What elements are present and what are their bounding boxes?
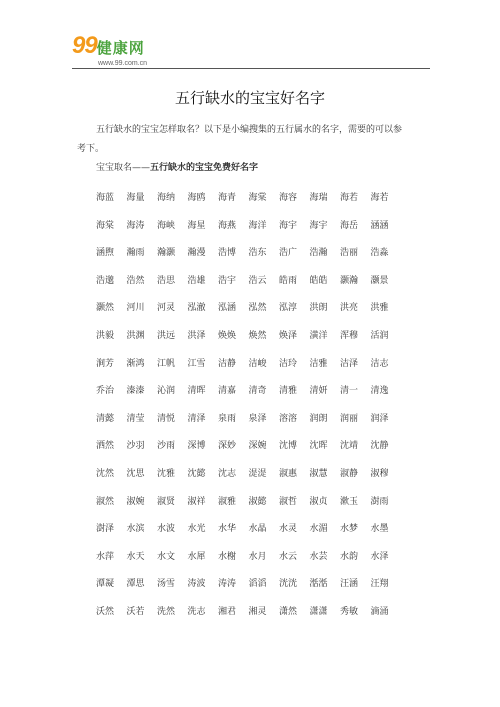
- name-item: 涧芳: [96, 358, 115, 369]
- name-item: 洪远: [157, 330, 176, 341]
- name-item: 活润: [370, 330, 389, 341]
- name-item: 水泽: [370, 551, 389, 562]
- name-item: 泓然: [248, 303, 267, 314]
- name-item: 泓澈: [187, 303, 206, 314]
- name-item: 水华: [218, 524, 237, 535]
- name-item: 清莹: [126, 413, 145, 424]
- name-item: 滴涌: [370, 606, 389, 617]
- name-item: 湘君: [218, 606, 237, 617]
- name-item: 清懿: [96, 413, 115, 424]
- name-item: 浩博: [218, 248, 237, 259]
- name-item: 水云: [279, 551, 298, 562]
- name-item: 水灵: [279, 524, 298, 535]
- name-item: 淑哲: [279, 496, 298, 507]
- name-item: 深婉: [248, 441, 267, 452]
- name-item: 涵煦: [96, 248, 115, 259]
- intro-paragraph: 五行缺水的宝宝怎样取名？以下是小编搜集的五行属水的名字，需要的可以参考下。: [77, 125, 403, 154]
- name-item: 淑婉: [126, 496, 145, 507]
- name-item: 溱溱: [126, 386, 145, 397]
- name-item: 沈雅: [157, 468, 176, 479]
- name-item: 水湄: [309, 524, 328, 535]
- name-item: 洁志: [370, 358, 389, 369]
- name-item: 清晖: [187, 386, 206, 397]
- name-item: 洁玲: [279, 358, 298, 369]
- logo-char-kang: 康: [112, 40, 129, 57]
- name-item: 焕然: [248, 330, 267, 341]
- name-item: 浩淼: [370, 248, 389, 259]
- name-item: 沈思: [126, 468, 145, 479]
- name-item: 皓雨: [279, 275, 298, 286]
- name-item: 汤雪: [157, 579, 176, 590]
- name-item: 淑贤: [157, 496, 176, 507]
- name-item: 涵涵: [370, 220, 389, 231]
- name-item: 沁润: [157, 386, 176, 397]
- name-item: 水天: [126, 551, 145, 562]
- name-item: 澍泽: [96, 524, 115, 535]
- name-item: 潇潇: [309, 606, 328, 617]
- name-item: 水榭: [218, 551, 237, 562]
- name-item: 淑懿: [248, 496, 267, 507]
- name-item: 水滨: [126, 524, 145, 535]
- name-item: 沈志: [218, 468, 237, 479]
- name-item: 深妙: [218, 441, 237, 452]
- name-item: 海若: [370, 193, 389, 203]
- name-item: 淑惠: [279, 468, 298, 479]
- name-item: 海宇: [279, 220, 298, 231]
- name-item: 清悦: [157, 413, 176, 424]
- name-item: 沙羽: [126, 441, 145, 452]
- name-item: 海宇: [309, 220, 328, 231]
- name-item: 沈静: [370, 441, 389, 452]
- name-item: 溶溶: [279, 413, 298, 424]
- name-item: 水月: [248, 551, 267, 562]
- name-item: 江帆: [157, 358, 176, 369]
- name-item: 湉湉: [309, 579, 328, 590]
- name-item: 海量: [126, 193, 145, 203]
- name-item: 海棠: [248, 193, 267, 203]
- name-item: 水芸: [309, 551, 328, 562]
- name-item: 海星: [187, 220, 206, 231]
- name-item: 海瑞: [309, 193, 328, 203]
- name-item: 淑祥: [187, 496, 206, 507]
- name-item: 灏景: [370, 275, 389, 286]
- name-item: 浩雄: [187, 275, 206, 286]
- name-item: 海纳: [157, 193, 176, 203]
- name-item: 润泽: [370, 413, 389, 424]
- page-title: 五行缺水的宝宝好名字: [174, 89, 325, 107]
- name-item: 海青: [218, 193, 237, 203]
- name-item: 洒然: [96, 441, 115, 452]
- name-item: 洪朗: [309, 303, 328, 314]
- name-item: 海棠: [96, 220, 115, 231]
- name-item: 澍雨: [370, 496, 389, 507]
- name-item: 淑然: [96, 496, 115, 507]
- name-item: 洁泽: [340, 358, 359, 369]
- name-item: 汪涵: [340, 579, 359, 590]
- name-item: 浑穆: [340, 330, 359, 341]
- name-item: 水文: [157, 551, 176, 562]
- name-item: 淑雅: [218, 496, 237, 507]
- name-item: 漱玉: [340, 496, 359, 507]
- name-item: 清泽: [187, 413, 206, 424]
- name-item: 清妍: [309, 386, 328, 397]
- name-item: 潭思: [126, 579, 145, 590]
- name-item: 沙雨: [157, 441, 176, 452]
- name-item: 瀚雨: [126, 248, 145, 259]
- name-item: 浩丽: [340, 248, 359, 259]
- name-item: 涛涛: [218, 579, 237, 590]
- name-item: 河川: [126, 303, 145, 314]
- section-heading-title: 五行缺水的宝宝免费好名字: [150, 163, 259, 173]
- name-item: 浩云: [248, 275, 267, 286]
- name-item: 沈懿: [187, 468, 206, 479]
- name-item: 浩瀚: [309, 248, 328, 259]
- name-item: 浩广: [279, 248, 298, 259]
- section-heading: [96, 160, 258, 176]
- name-item: 淑慧: [309, 468, 328, 479]
- name-item: 湜湜: [248, 468, 267, 479]
- name-item: 洪毅: [96, 330, 115, 341]
- name-item: 浩思: [157, 275, 176, 286]
- names-grid: [96, 191, 401, 633]
- name-item: 灏然: [96, 303, 115, 314]
- name-item: 水波: [157, 524, 176, 535]
- name-item: 润丽: [340, 413, 359, 424]
- logo-wordmark: [72, 34, 147, 61]
- name-item: 泉雨: [218, 413, 237, 424]
- name-item: 海涛: [126, 220, 145, 231]
- name-item: 焕泽: [279, 330, 298, 341]
- name-item: 瀚灏: [157, 248, 176, 259]
- name-item: 清一: [340, 386, 359, 397]
- name-item: 潭凝: [96, 579, 115, 590]
- name-item: 皓皓: [309, 275, 328, 286]
- header-divider: [72, 68, 430, 69]
- name-item: 海洋: [248, 220, 267, 231]
- name-item: 浩邈: [96, 275, 115, 286]
- name-item: 沃若: [126, 606, 145, 617]
- name-item: 浩然: [126, 275, 145, 286]
- name-item: 洪渊: [126, 330, 145, 341]
- name-item: 渐鸿: [126, 358, 145, 369]
- name-item: 涛波: [187, 579, 206, 590]
- name-item: 泓淳: [279, 303, 298, 314]
- name-item: 洁峻: [248, 358, 267, 369]
- name-item: 水晶: [248, 524, 267, 535]
- name-item: 沈靖: [340, 441, 359, 452]
- site-header: [72, 34, 432, 74]
- section-heading-prefix: 宝宝取名——: [96, 163, 151, 173]
- name-item: 洪亮: [340, 303, 359, 314]
- name-item: 沃然: [96, 606, 115, 617]
- name-item: 海容: [279, 193, 298, 203]
- site-logo[interactable]: [72, 34, 147, 67]
- name-item: 海岳: [340, 220, 359, 231]
- name-item: 清嘉: [218, 386, 237, 397]
- name-item: 水犀: [187, 551, 206, 562]
- name-item: 清奇: [248, 386, 267, 397]
- name-item: 水萍: [96, 551, 115, 562]
- name-item: 润朗: [309, 413, 328, 424]
- name-item: 灏瀚: [340, 275, 359, 286]
- name-item: 泓涵: [218, 303, 237, 314]
- name-item: 洪雅: [370, 303, 389, 314]
- name-item: 海峡: [157, 220, 176, 231]
- name-item: 水梦: [340, 524, 359, 535]
- name-item: 河灵: [157, 303, 176, 314]
- name-item: 沈博: [279, 441, 298, 452]
- name-item: 清雅: [279, 386, 298, 397]
- logo-char-jian: 健: [96, 40, 113, 57]
- name-item: 焕焕: [218, 330, 237, 341]
- logo-number: 99: [72, 32, 97, 59]
- name-item: 清逸: [370, 386, 389, 397]
- name-item: 海鸥: [187, 193, 206, 203]
- name-item: 淑穆: [370, 468, 389, 479]
- name-item: 秀敏: [340, 606, 359, 617]
- logo-url: www.99.com.cn: [98, 60, 148, 67]
- logo-char-wang: 网: [128, 40, 145, 57]
- name-item: 江雪: [187, 358, 206, 369]
- name-item: 水韵: [340, 551, 359, 562]
- name-item: 海若: [340, 193, 359, 203]
- name-item: 水墨: [370, 524, 389, 535]
- name-item: 泉泽: [248, 413, 267, 424]
- name-item: 洁静: [218, 358, 237, 369]
- name-item: 潇然: [279, 606, 298, 617]
- name-item: 沈然: [96, 468, 115, 479]
- name-item: 洗然: [157, 606, 176, 617]
- name-item: 海燕: [218, 220, 237, 231]
- name-item: 洗志: [187, 606, 206, 617]
- name-item: 淑静: [340, 468, 359, 479]
- name-item: 汪翔: [370, 579, 389, 590]
- name-item: 潢洋: [309, 330, 328, 341]
- name-item: 水光: [187, 524, 206, 535]
- name-item: 洸洸: [279, 579, 298, 590]
- name-item: 淑贞: [309, 496, 328, 507]
- name-item: 滔滔: [248, 579, 267, 590]
- name-item: 浩宇: [218, 275, 237, 286]
- name-item: 沈晖: [309, 441, 328, 452]
- name-item: 乔治: [96, 386, 115, 397]
- name-item: 洪泽: [187, 330, 206, 341]
- name-item: 湘灵: [248, 606, 267, 617]
- name-item: 浩东: [248, 248, 267, 259]
- name-item: 海蓝: [96, 193, 115, 203]
- name-item: 瀚漫: [187, 248, 206, 259]
- name-item: 深博: [187, 441, 206, 452]
- name-item: 洁雅: [309, 358, 328, 369]
